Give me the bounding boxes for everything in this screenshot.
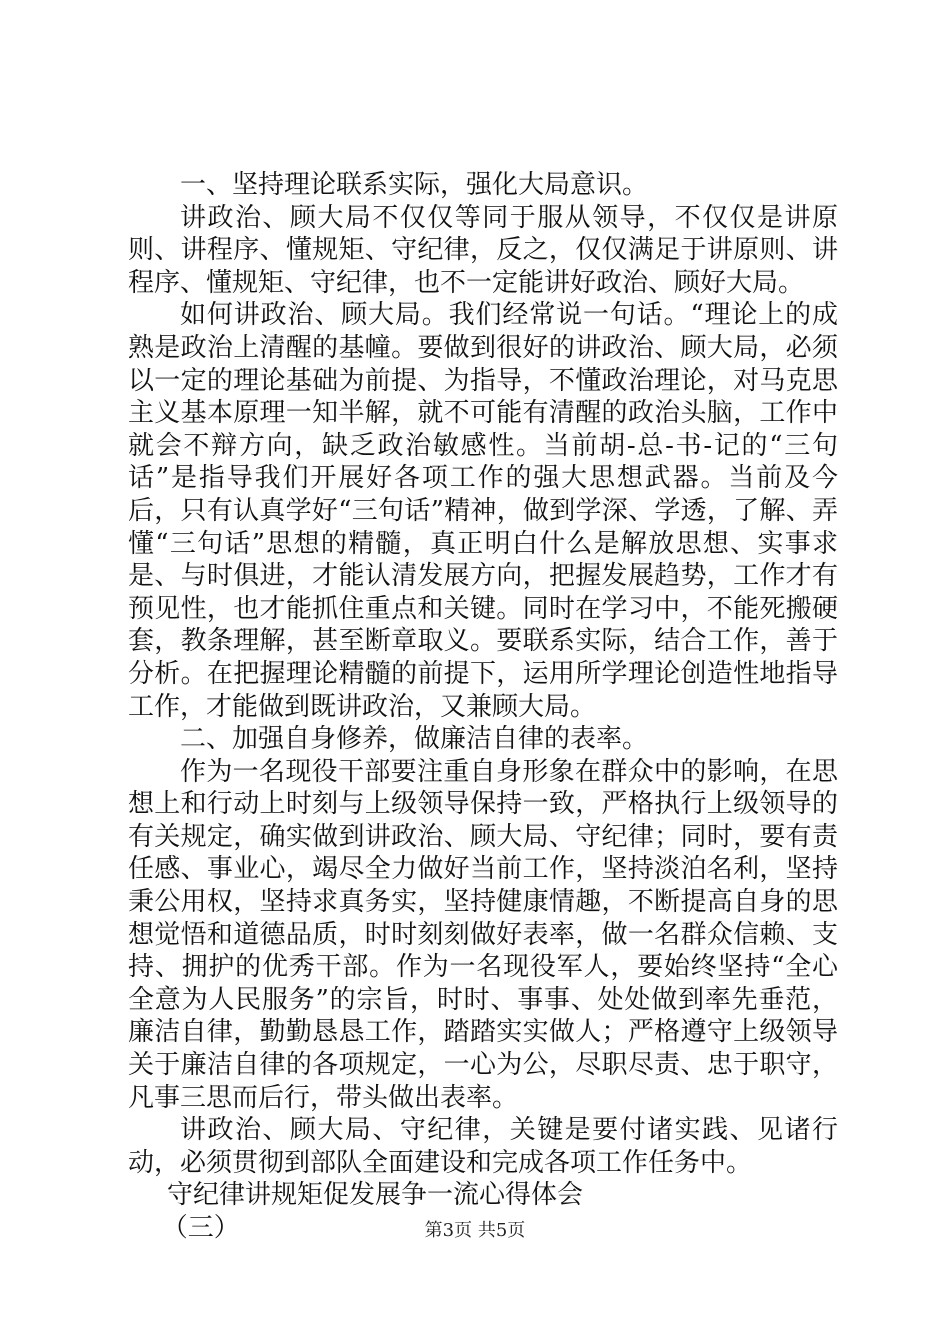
body-paragraph: 作为一名现役干部要注重自身形象在群众中的影响，在思想上和行动上时刻与上级领导保持一致，严格执行上级领导的有关规定，确实做到讲政治、顾大局、守纪律；同时，要有责任感、事业心，竭尽全力做好当前工作，坚持淡泊名利，坚持秉公用权，坚持求真务实，坚持健康情趣，不断提高自身的思想觉悟和道德品质，时时刻刻做好表率，做一名群众信赖、支持、拥护的优秀干部。作为一名现役军人，要始终坚持“全心全意为人民服务”的宗旨，时时、事事、处处做到率先垂范，廉洁自律，勤勤恳恳工作，踏踏实实做人；严格遵守上级领导关于廉洁自律的各项规定，一心为公，尽职尽责、忠于职守，凡事三思而后行，带头做出表率。 — [128, 756, 838, 1113]
next-article-title: 守纪律讲规矩促发展争一流心得体会 — [167, 1180, 584, 1211]
page-number-footer: 第3页 共5页 — [424, 1220, 526, 1241]
body-paragraph: 讲政治、顾大局、守纪律，关键是要付诸实践、见诸行动，必须贯彻到部队全面建设和完成各项工作任务中。 — [128, 1115, 838, 1178]
section-heading-1: 一、坚持理论联系实际，强化大局意识。 — [180, 170, 649, 200]
next-article-number: （三） — [161, 1213, 240, 1243]
body-paragraph: 如何讲政治、顾大局。我们经常说一句话。“理论上的成熟是政治上清醒的基幢。要做到很好的讲政治、顾大局，必须以一定的理论基础为前提、为指导，不懂政治理论，对马克思主义基本原理一知半解，就不可能有清醒的政治头脑，工作中就会不辩方向，缺乏政治敏感性。当前胡-总-书-记的“三句话”是指导我们开展好各项工作的强大思想武器。当前及今后，只有认真学好“三句话”精神，做到学深、学透，了解、弄懂“三句话”思想的精髓，真正明白什么是解放思想、实事求是、与时俱进，才能认清发展方向，把握发展趋势，工作才有预见性，也才能抓住重点和关键。同时在学习中，不能死搬硬套，教条理解，甚至断章取义。要联系实际，结合工作，善于分析。在把握理论精髓的前提下，运用所学理论创造性地指导工作，才能做到既讲政治，又兼顾大局。 — [128, 300, 838, 722]
document-body — [128, 169, 838, 1245]
section-heading-2: 二、加强自身修养，做廉洁自律的表率。 — [180, 724, 649, 755]
body-paragraph: 讲政治、顾大局不仅仅等同于服从领导，不仅仅是讲原则、讲程序、懂规矩、守纪律，反之，仅仅满足于讲原则、讲程序、懂规矩、守纪律，也不一定能讲好政治、顾好大局。 — [128, 202, 838, 298]
